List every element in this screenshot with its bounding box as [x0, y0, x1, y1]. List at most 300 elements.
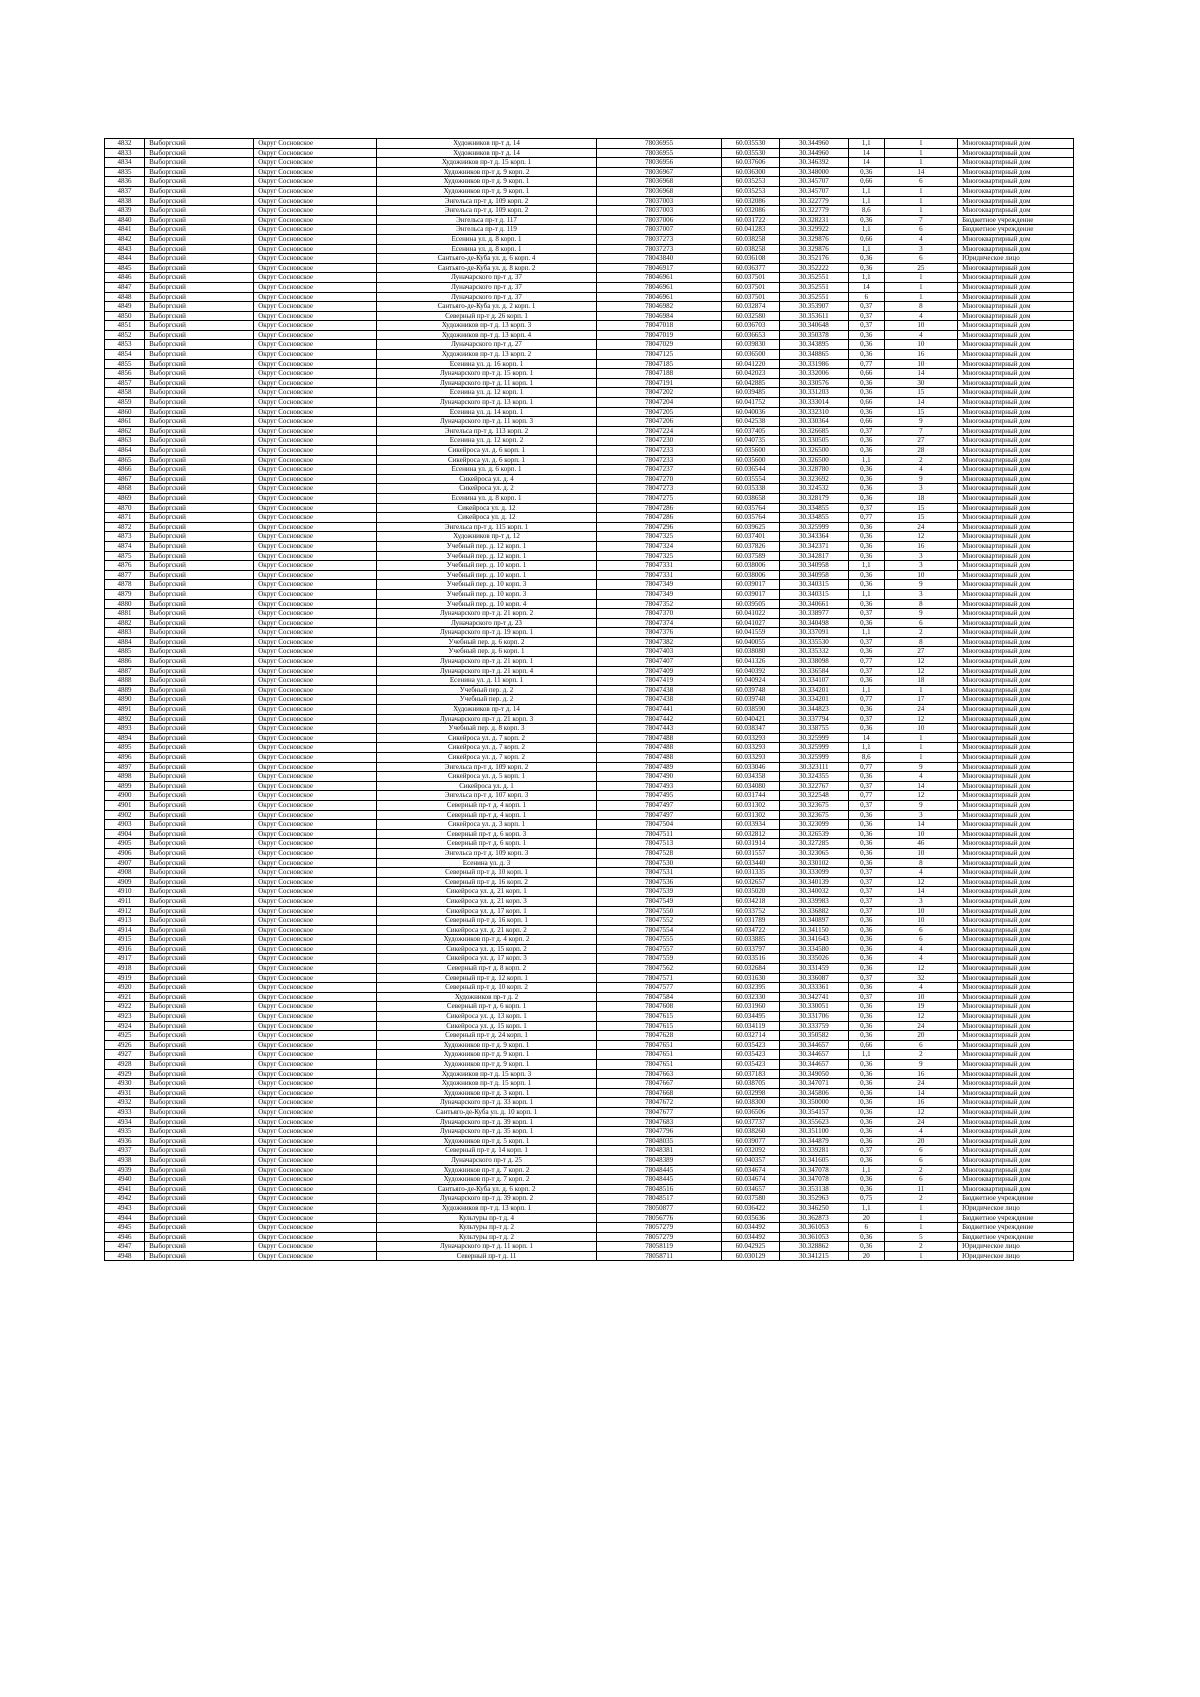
district-cell: Выборгский: [145, 1175, 254, 1185]
latitude-cell: 60.034674: [722, 1175, 780, 1185]
count-cell: 16: [884, 1098, 958, 1108]
row-number: 4834: [105, 158, 145, 168]
district-cell: Выборгский: [145, 1194, 254, 1204]
type-cell: Многоквартирный дом: [958, 714, 1074, 724]
latitude-cell: 60.035253: [722, 186, 780, 196]
latitude-cell: 60.041220: [722, 359, 780, 369]
type-cell: Многоквартирный дом: [958, 1146, 1074, 1156]
longitude-cell: 30.326685: [779, 426, 848, 436]
coefficient-cell: 0,36: [848, 1117, 884, 1127]
coefficient-cell: 0,37: [848, 609, 884, 619]
code-cell: 78047554: [597, 925, 722, 935]
address-cell: Художников пр-т д. 15 корп. 3: [376, 1069, 597, 1079]
type-cell: Многоквартирный дом: [958, 944, 1074, 954]
table-row: [105, 580, 1074, 590]
address-cell: Есенина ул. д. 12 корп. 2: [376, 436, 597, 446]
okrug-cell: Округ Сосновское: [254, 1232, 377, 1242]
type-cell: Многоквартирный дом: [958, 781, 1074, 791]
row-number: 4837: [105, 186, 145, 196]
type-cell: Многоквартирный дом: [958, 992, 1074, 1002]
row-number: 4937: [105, 1146, 145, 1156]
coefficient-cell: 0,77: [848, 791, 884, 801]
row-number: 4880: [105, 599, 145, 609]
code-cell: 78047029: [597, 340, 722, 350]
type-cell: Многоквартирный дом: [958, 561, 1074, 571]
code-cell: 78047550: [597, 906, 722, 916]
code-cell: 78047188: [597, 369, 722, 379]
latitude-cell: 60.035764: [722, 503, 780, 513]
longitude-cell: 30.345707: [779, 186, 848, 196]
count-cell: 5: [884, 1232, 958, 1242]
coefficient-cell: 8,6: [848, 753, 884, 763]
coefficient-cell: 0,77: [848, 695, 884, 705]
code-cell: 78058711: [597, 1251, 722, 1261]
latitude-cell: 60.039748: [722, 685, 780, 695]
row-number: 4944: [105, 1213, 145, 1223]
longitude-cell: 30.353138: [779, 1184, 848, 1194]
okrug-cell: Округ Сосновское: [254, 887, 377, 897]
count-cell: 7: [884, 215, 958, 225]
table-row: [105, 944, 1074, 954]
coefficient-cell: 0,36: [848, 983, 884, 993]
district-cell: Выборгский: [145, 1021, 254, 1031]
latitude-cell: 60.036500: [722, 350, 780, 360]
count-cell: 6: [884, 225, 958, 235]
longitude-cell: 30.328862: [779, 1242, 848, 1252]
type-cell: Многоквартирный дом: [958, 916, 1074, 926]
address-cell: Луначарского пр-т д. 27: [376, 340, 597, 350]
row-number: 4871: [105, 513, 145, 523]
type-cell: Многоквартирный дом: [958, 196, 1074, 206]
okrug-cell: Округ Сосновское: [254, 800, 377, 810]
latitude-cell: 60.037606: [722, 158, 780, 168]
code-cell: 78057279: [597, 1232, 722, 1242]
address-cell: Художников пр-т д. 9 корп. 1: [376, 1060, 597, 1070]
row-number: 4899: [105, 781, 145, 791]
count-cell: 1: [884, 1223, 958, 1233]
coefficient-cell: 0,36: [848, 541, 884, 551]
district-cell: Выборгский: [145, 340, 254, 350]
count-cell: 4: [884, 954, 958, 964]
code-cell: 78047615: [597, 1021, 722, 1031]
row-number: 4878: [105, 580, 145, 590]
latitude-cell: 60.037580: [722, 1194, 780, 1204]
row-number: 4887: [105, 666, 145, 676]
row-number: 4848: [105, 292, 145, 302]
count-cell: 1: [884, 1213, 958, 1223]
count-cell: 1: [884, 158, 958, 168]
coefficient-cell: 8,6: [848, 206, 884, 216]
table-row: [105, 282, 1074, 292]
row-number: 4881: [105, 609, 145, 619]
address-cell: Учебный пер. д. 2: [376, 685, 597, 695]
okrug-cell: Округ Сосновское: [254, 1060, 377, 1070]
okrug-cell: Округ Сосновское: [254, 1213, 377, 1223]
district-cell: Выборгский: [145, 714, 254, 724]
okrug-cell: Округ Сосновское: [254, 158, 377, 168]
table-row: [105, 800, 1074, 810]
coefficient-cell: 0,37: [848, 800, 884, 810]
code-cell: 78047224: [597, 426, 722, 436]
type-cell: Многоквартирный дом: [958, 493, 1074, 503]
type-cell: Юридическое лицо: [958, 1242, 1074, 1252]
type-cell: Многоквартирный дом: [958, 359, 1074, 369]
count-cell: 16: [884, 541, 958, 551]
type-cell: Многоквартирный дом: [958, 513, 1074, 523]
address-cell: Художников пр-т д. 3 корп. 1: [376, 1088, 597, 1098]
row-number: 4905: [105, 839, 145, 849]
row-number: 4902: [105, 810, 145, 820]
latitude-cell: 60.032580: [722, 311, 780, 321]
row-number: 4888: [105, 676, 145, 686]
table-row: [105, 781, 1074, 791]
count-cell: 3: [884, 589, 958, 599]
latitude-cell: 60.031302: [722, 800, 780, 810]
count-cell: 1: [884, 733, 958, 743]
type-cell: Многоквартирный дом: [958, 810, 1074, 820]
code-cell: 78047019: [597, 330, 722, 340]
latitude-cell: 60.035600: [722, 455, 780, 465]
latitude-cell: 60.035020: [722, 887, 780, 897]
code-cell: 78056776: [597, 1213, 722, 1223]
longitude-cell: 30.340315: [779, 589, 848, 599]
district-cell: Выборгский: [145, 992, 254, 1002]
type-cell: Многоквартирный дом: [958, 964, 1074, 974]
address-cell: Сикейроса ул. д. 15 корп. 1: [376, 1021, 597, 1031]
latitude-cell: 60.039625: [722, 522, 780, 532]
address-cell: Учебный пер. д. 2: [376, 695, 597, 705]
okrug-cell: Округ Сосновское: [254, 263, 377, 273]
address-cell: Художников пр-т д. 2: [376, 992, 597, 1002]
okrug-cell: Округ Сосновское: [254, 992, 377, 1002]
table-row: [105, 484, 1074, 494]
address-cell: Северный пр-т д. 24 корп. 1: [376, 1031, 597, 1041]
address-cell: Сантьяго-де-Куба ул. д. 10 корп. 1: [376, 1107, 597, 1117]
district-cell: Выборгский: [145, 541, 254, 551]
coefficient-cell: 0,37: [848, 906, 884, 916]
type-cell: Многоквартирный дом: [958, 1088, 1074, 1098]
count-cell: 14: [884, 398, 958, 408]
okrug-cell: Округ Сосновское: [254, 1184, 377, 1194]
address-cell: Художников пр-т д. 9 корп. 1: [376, 1050, 597, 1060]
okrug-cell: Округ Сосновское: [254, 388, 377, 398]
count-cell: 1: [884, 292, 958, 302]
coefficient-cell: 0,36: [848, 1098, 884, 1108]
table-row: [105, 522, 1074, 532]
table-row: [105, 887, 1074, 897]
district-cell: Выборгский: [145, 705, 254, 715]
okrug-cell: Округ Сосновское: [254, 762, 377, 772]
district-cell: Выборгский: [145, 1184, 254, 1194]
table-row: [105, 1117, 1074, 1127]
longitude-cell: 30.339281: [779, 1146, 848, 1156]
district-cell: Выборгский: [145, 465, 254, 475]
address-cell: Северный пр-т д. 10 корп. 2: [376, 983, 597, 993]
row-number: 4904: [105, 829, 145, 839]
code-cell: 78037273: [597, 234, 722, 244]
count-cell: 10: [884, 359, 958, 369]
row-number: 4948: [105, 1251, 145, 1261]
table-row: [105, 503, 1074, 513]
coefficient-cell: 0,36: [848, 772, 884, 782]
coefficient-cell: 0,36: [848, 954, 884, 964]
longitude-cell: 30.344657: [779, 1040, 848, 1050]
district-cell: Выборгский: [145, 1127, 254, 1137]
type-cell: Многоквартирный дом: [958, 177, 1074, 187]
latitude-cell: 60.035338: [722, 484, 780, 494]
address-cell: Северный пр-т д. 6 корп. 1: [376, 839, 597, 849]
longitude-cell: 30.330505: [779, 436, 848, 446]
table-row: [105, 263, 1074, 273]
table-row: [105, 398, 1074, 408]
address-cell: Северный пр-т д. 11: [376, 1251, 597, 1261]
type-cell: Многоквартирный дом: [958, 244, 1074, 254]
code-cell: 78047331: [597, 570, 722, 580]
code-cell: 78048035: [597, 1136, 722, 1146]
row-number: 4921: [105, 992, 145, 1002]
row-number: 4930: [105, 1079, 145, 1089]
okrug-cell: Округ Сосновское: [254, 186, 377, 196]
count-cell: 6: [884, 177, 958, 187]
row-number: 4909: [105, 877, 145, 887]
table-row: [105, 225, 1074, 235]
latitude-cell: 60.032998: [722, 1088, 780, 1098]
latitude-cell: 60.035530: [722, 148, 780, 158]
code-cell: 78047376: [597, 628, 722, 638]
district-cell: Выборгский: [145, 1146, 254, 1156]
count-cell: 15: [884, 407, 958, 417]
count-cell: 1: [884, 1203, 958, 1213]
longitude-cell: 30.323065: [779, 848, 848, 858]
code-cell: 78037007: [597, 225, 722, 235]
district-cell: Выборгский: [145, 666, 254, 676]
district-cell: Выборгский: [145, 647, 254, 657]
count-cell: 19: [884, 1002, 958, 1012]
count-cell: 4: [884, 311, 958, 321]
code-cell: 78047488: [597, 743, 722, 753]
longitude-cell: 30.323675: [779, 800, 848, 810]
table-row: [105, 714, 1074, 724]
district-cell: Выборгский: [145, 234, 254, 244]
coefficient-cell: 0,36: [848, 1002, 884, 1012]
count-cell: 10: [884, 906, 958, 916]
address-cell: Учебный пер. д. 12 корп. 1: [376, 541, 597, 551]
address-cell: Учебный пер. д. 10 корп. 3: [376, 589, 597, 599]
coefficient-cell: 0,36: [848, 532, 884, 542]
coefficient-cell: 1,1: [848, 225, 884, 235]
address-cell: Северный пр-т д. 10 корп. 1: [376, 868, 597, 878]
longitude-cell: 30.340032: [779, 887, 848, 897]
count-cell: 14: [884, 887, 958, 897]
okrug-cell: Округ Сосновское: [254, 369, 377, 379]
okrug-cell: Округ Сосновское: [254, 513, 377, 523]
row-number: 4932: [105, 1098, 145, 1108]
district-cell: Выборгский: [145, 177, 254, 187]
type-cell: Многоквартирный дом: [958, 148, 1074, 158]
table-row: [105, 1165, 1074, 1175]
row-number: 4895: [105, 743, 145, 753]
row-number: 4885: [105, 647, 145, 657]
okrug-cell: Округ Сосновское: [254, 1117, 377, 1127]
code-cell: 78043840: [597, 254, 722, 264]
district-cell: Выборгский: [145, 455, 254, 465]
count-cell: 4: [884, 772, 958, 782]
table-row: [105, 493, 1074, 503]
coefficient-cell: 0,36: [848, 1184, 884, 1194]
address-cell: Энгельса пр-т д. 119: [376, 225, 597, 235]
count-cell: 12: [884, 877, 958, 887]
row-number: 4877: [105, 570, 145, 580]
address-cell: Культуры пр-т д. 4: [376, 1213, 597, 1223]
okrug-cell: Округ Сосновское: [254, 1127, 377, 1137]
code-cell: 78047419: [597, 676, 722, 686]
latitude-cell: 60.041283: [722, 225, 780, 235]
longitude-cell: 30.335332: [779, 647, 848, 657]
code-cell: 78047577: [597, 983, 722, 993]
okrug-cell: Округ Сосновское: [254, 637, 377, 647]
district-cell: Выборгский: [145, 158, 254, 168]
type-cell: Многоквартирный дом: [958, 282, 1074, 292]
district-cell: Выборгский: [145, 609, 254, 619]
count-cell: 1: [884, 206, 958, 216]
code-cell: 78047370: [597, 609, 722, 619]
okrug-cell: Округ Сосновское: [254, 858, 377, 868]
code-cell: 78037003: [597, 206, 722, 216]
row-number: 4920: [105, 983, 145, 993]
count-cell: 20: [884, 1031, 958, 1041]
code-cell: 78037003: [597, 196, 722, 206]
coefficient-cell: 0,37: [848, 311, 884, 321]
count-cell: 9: [884, 580, 958, 590]
okrug-cell: Округ Сосновское: [254, 1136, 377, 1146]
address-cell: Сикейроса ул. д. 21 корп. 3: [376, 896, 597, 906]
district-cell: Выборгский: [145, 983, 254, 993]
address-cell: Северный пр-т д. 26 корп. 1: [376, 311, 597, 321]
coefficient-cell: 0,36: [848, 1155, 884, 1165]
longitude-cell: 30.327285: [779, 839, 848, 849]
address-cell: Художников пр-т д. 14: [376, 139, 597, 149]
longitude-cell: 30.333361: [779, 983, 848, 993]
latitude-cell: 60.042885: [722, 378, 780, 388]
district-cell: Выборгский: [145, 167, 254, 177]
count-cell: 9: [884, 800, 958, 810]
table-row: [105, 177, 1074, 187]
type-cell: Многоквартирный дом: [958, 695, 1074, 705]
latitude-cell: 60.042538: [722, 417, 780, 427]
table-row: [105, 599, 1074, 609]
code-cell: 78047349: [597, 580, 722, 590]
coefficient-cell: 1,1: [848, 1050, 884, 1060]
count-cell: 10: [884, 848, 958, 858]
table-row: [105, 541, 1074, 551]
row-number: 4835: [105, 167, 145, 177]
count-cell: 24: [884, 705, 958, 715]
address-cell: Луначарского пр-т д. 11 корп. 1: [376, 378, 597, 388]
address-cell: Северный пр-т д. 14 корп. 1: [376, 1146, 597, 1156]
type-cell: Многоквартирный дом: [958, 647, 1074, 657]
type-cell: Многоквартирный дом: [958, 1184, 1074, 1194]
latitude-cell: 60.042925: [722, 1242, 780, 1252]
table-row: [105, 685, 1074, 695]
longitude-cell: 30.337091: [779, 628, 848, 638]
code-cell: 78058119: [597, 1242, 722, 1252]
count-cell: 17: [884, 695, 958, 705]
row-number: 4859: [105, 398, 145, 408]
code-cell: 78047205: [597, 407, 722, 417]
count-cell: 24: [884, 1021, 958, 1031]
district-cell: Выборгский: [145, 868, 254, 878]
coefficient-cell: 0,36: [848, 1079, 884, 1089]
address-cell: Луначарского пр-т д. 11 корп. 3: [376, 417, 597, 427]
latitude-cell: 60.032086: [722, 196, 780, 206]
table-row: [105, 1002, 1074, 1012]
longitude-cell: 30.341643: [779, 935, 848, 945]
district-cell: Выборгский: [145, 1098, 254, 1108]
latitude-cell: 60.034119: [722, 1021, 780, 1031]
district-cell: Выборгский: [145, 637, 254, 647]
okrug-cell: Округ Сосновское: [254, 877, 377, 887]
code-cell: 78047443: [597, 724, 722, 734]
row-number: 4863: [105, 436, 145, 446]
okrug-cell: Округ Сосновское: [254, 935, 377, 945]
type-cell: Юридическое лицо: [958, 254, 1074, 264]
latitude-cell: 60.041027: [722, 618, 780, 628]
code-cell: 78047539: [597, 887, 722, 897]
longitude-cell: 30.334201: [779, 695, 848, 705]
longitude-cell: 30.340958: [779, 570, 848, 580]
coefficient-cell: 1,1: [848, 455, 884, 465]
count-cell: 12: [884, 532, 958, 542]
address-cell: Учебный пер. д. 10 корп. 1: [376, 561, 597, 571]
latitude-cell: 60.034495: [722, 1012, 780, 1022]
count-cell: 16: [884, 1069, 958, 1079]
okrug-cell: Округ Сосновское: [254, 139, 377, 149]
table-row: [105, 1012, 1074, 1022]
longitude-cell: 30.352551: [779, 273, 848, 283]
coefficient-cell: 0,37: [848, 992, 884, 1002]
table-row: [105, 1146, 1074, 1156]
address-cell: Сикейроса ул. д. 6 корп. 1: [376, 446, 597, 456]
district-cell: Выборгский: [145, 292, 254, 302]
okrug-cell: Округ Сосновское: [254, 810, 377, 820]
code-cell: 78047325: [597, 532, 722, 542]
code-cell: 78047549: [597, 896, 722, 906]
row-number: 4853: [105, 340, 145, 350]
type-cell: Многоквартирный дом: [958, 848, 1074, 858]
row-number: 4843: [105, 244, 145, 254]
code-cell: 78037273: [597, 244, 722, 254]
district-cell: Выборгский: [145, 935, 254, 945]
latitude-cell: 60.034080: [722, 781, 780, 791]
code-cell: 78047528: [597, 848, 722, 858]
code-cell: 78047497: [597, 800, 722, 810]
row-number: 4839: [105, 206, 145, 216]
latitude-cell: 60.034492: [722, 1223, 780, 1233]
address-cell: Северный пр-т д. 4 корп. 1: [376, 810, 597, 820]
longitude-cell: 30.344823: [779, 705, 848, 715]
row-number: 4935: [105, 1127, 145, 1137]
coefficient-cell: 14: [848, 282, 884, 292]
coefficient-cell: 1,1: [848, 561, 884, 571]
code-cell: 78047018: [597, 321, 722, 331]
row-number: 4833: [105, 148, 145, 158]
type-cell: Многоквартирный дом: [958, 474, 1074, 484]
okrug-cell: Округ Сосновское: [254, 446, 377, 456]
code-cell: 78048381: [597, 1146, 722, 1156]
row-number: 4947: [105, 1242, 145, 1252]
longitude-cell: 30.324532: [779, 484, 848, 494]
count-cell: 3: [884, 484, 958, 494]
